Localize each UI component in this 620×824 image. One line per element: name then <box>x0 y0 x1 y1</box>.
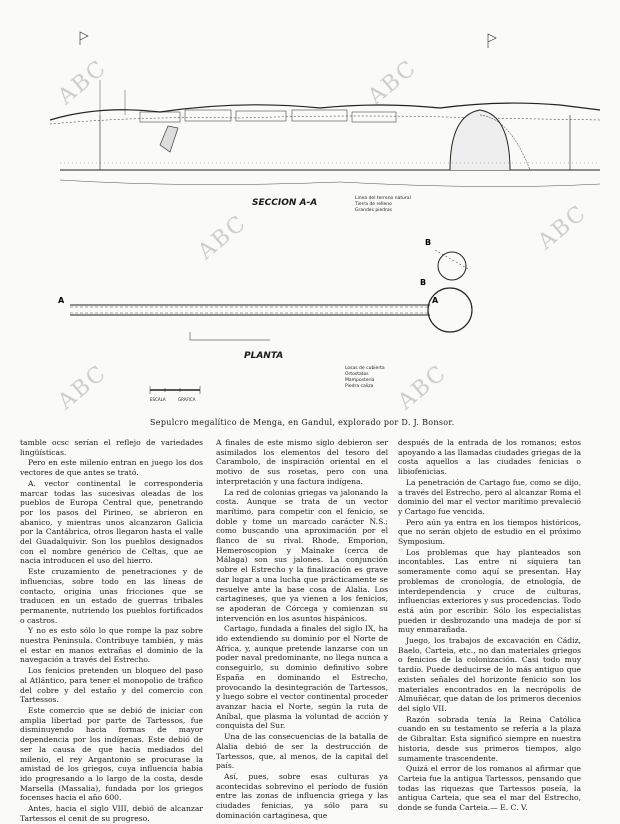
legend-line: Ortostatos <box>345 372 369 377</box>
paragraph: La red de colonias griegas va jalonando la costa. Aunque se trata de un vector marítimo, para competir con el fenicio, se doble y tome un marcado carácter N.S.; como buscando una aproximación por el flanco de su rival. Rhode, Emporion, Hemeroscopion y Mainake (cerca de Málaga) son sus jalones. La conjunción sobre el Estrecho y la finalización es grave dar lugar a una lucha que prácticamente se resuelve ante la base cosa de Alalia. Los cartagineses, que ya vienen a los fenicios, se apoderan de Córcega y comienzan su intervención en los asuntos hispánicos. <box>216 487 388 623</box>
legend-line: Piedra caliza <box>345 384 374 389</box>
section-title: SECCION A-A <box>252 198 318 208</box>
text-column-1 <box>20 438 203 824</box>
paragraph: Este cruzamiento de penetraciones y de influencias, sobre todo en las líneas de contacto, origina unas fricciones que se traducen en un estado de guerras tribales permanente, nutriendo los pueblos fortificados o castros. <box>20 567 203 625</box>
figure-caption: Sepulcro megalítico de Menga, en Gandul, explorado por D. J. Bonsor. <box>150 418 455 427</box>
text-column-2 <box>216 438 388 821</box>
legend-line: Grandes piedras <box>355 208 393 213</box>
marker-b-bottom: B <box>420 278 427 287</box>
paragraph: Los fenicios pretenden un bloqueo del paso al Atlántico, para tener el monopolio de tráfico del cobre y del estaño y del comercio con Tartessos. <box>20 666 203 705</box>
paragraph: tamble ocsc serían el reflejo de variedades lingüísticas. <box>20 438 203 457</box>
marker-b-top: B <box>425 238 432 247</box>
paragraph: Así, pues, sobre esas culturas ya acontecidas sobrevino el período de fusión entre las zonas de influencia griega y las ciudades fenicias, ya sólo para su dominación cartaginesa, que <box>216 771 388 820</box>
paragraph: A finales de este mismo siglo debieron ser asimilados los elementos del tesoro del Carambolo, de inspiración oriental en el motivo de sus rosetas, pero con una interpretación y una factura indígena. <box>216 438 388 486</box>
legend-line: Losas de cubierta <box>345 366 385 371</box>
watermark: ABC <box>193 210 252 265</box>
watermark: ABC <box>53 55 112 110</box>
legend-line: Mampostería <box>345 378 375 383</box>
plan-title: PLANTA <box>244 351 284 361</box>
marker-a-right: A <box>432 296 439 305</box>
paragraph: Quizá el error de los romanos al afirmar que Carteia fue la antigua Tartessos, pensando que todas las riquezas que Tartessos poseía, la antigua Carteia, que sea el mar del Estrecho, donde se funda Carteia.— E. C. V. <box>398 764 581 813</box>
legend-line: Tierra de relleno <box>355 202 392 207</box>
plan-drawing <box>70 250 472 394</box>
section-drawing <box>50 32 600 187</box>
legend-line: Linea del terreno natural <box>355 196 411 201</box>
watermark: ABC <box>533 200 592 255</box>
section-legend <box>355 196 411 214</box>
watermark: ABC <box>363 55 422 110</box>
watermark: ABC <box>53 360 112 415</box>
paragraph: Antes, hacia el siglo VIII, debió de alcanzar Tartessos el cenit de su progreso. <box>20 804 203 823</box>
paragraph: Pero aún ya entra en los tiempos históricos, que no serán objeto de estudio en el próximo Symposium. <box>398 517 581 547</box>
text-column-3 <box>398 438 581 814</box>
paragraph: A. vector continental le corresponderia marcar todas las sucesivas oleadas de los pueblos de Europa Central que, penetrando por los pasos del Pirineo, se abrieron en abanico, y mientras unos alcanzaron Galicia por la Cantábrica, otros llegaron hasta el valle del Guadalquivir. Son los pueblos designados con el nombre genérico de Celtas, que ae nacia introducen el uso del hierro. <box>20 478 203 566</box>
paragraph: Juego, los trabajos de excavación en Cádiz, Baelo, Carteia, etc., no dan materiales griegos o fenicios de la colonización. Casi todo muy tardío. Puede deducirse de lo más antiguo que existen señales del horizonte fenicio son los materiales encontrados en la necrópolis de Almuñécar, que datan de los primeros decenios del siglo VII. <box>398 636 581 713</box>
paragraph: Razón sobrada tenía la Reina Católica cuando en su testamento se refería a la plaza de Gibraltar. Esta significó siempre en nuestra historia, desde sus primeros tiempos, algo sumamente trascendente. <box>398 714 581 763</box>
paragraph: Y no es esto sólo lo que rompe la paz sobre nuestra Peninsula. Contribuye también, y más el estar en manos extrañas el dominio de la navegación a través del Estrecho. <box>20 626 203 665</box>
paragraph: después de la entrada de los romanos; estos apoyando a las llamadas ciudades griegas de la costa aquellos a las ciudades fenicias o libiofenicias. <box>398 438 581 477</box>
paragraph: Este comercio que se debió de iniciar con amplia libertad por parte de Tartessos, fue disminuyendo hacia formas de mayor dependencia por los indígenas. Este debió de ser la causa de que hacia mediados del milenio, el rey Argantonio se procurase la amistad de los griegos, cuya influencia había ido progresando a lo largo de la costa, desde Marsella (Massalia), fundada por los griegos focenses hacia el año 600. <box>20 705 203 803</box>
scale-label: GRAFICA <box>178 397 196 402</box>
paragraph: Cartago, fundada a finales del siglo IX, ha ido extendiendo su dominio por el Norte de Africa, y, aunque pretende lanzarse con un poder naval predominante, no llega nunca a conseguirlo, su dominio definitivo sobre España en dominando el Estrecho, provocando la desintegración de Tartessos, y luego sobre el vector continental proceder avanzar hacia el Norte, según la ruta de Aníbal, que plasma la voluntad de acción y conquista del Sur. <box>216 624 388 731</box>
paragraph: Una de las consecuencias de la batalla de Alalia debió de ser la destrucción de Tartessos, que, al menos, de la capital del país. <box>216 732 388 771</box>
marker-a-left: A <box>58 296 65 305</box>
scale-label: ESCALA <box>150 397 166 402</box>
paragraph: Pero en este milenio entran en juego los dos vectores de que antes se trató. <box>20 458 203 478</box>
plan-legend <box>345 366 385 390</box>
megalithic-tomb-figure <box>40 20 610 430</box>
paragraph: La penetración de Cartago fue, como se dijo, a través del Estrecho, pero al alcanzar Roma el dominio del mar el vector marítimo prevaleció y Cartago fue vencida. <box>398 477 581 516</box>
watermark: ABC <box>393 360 452 415</box>
paragraph: Los problemas que hay planteados son incontables. Las entre ni siquiera tan someramente como aquí se presentan. Hay problemas de cronología, de etnología, de interdependencia y cruce de culturas, influencias exteriores y sus procedencias. Todo está aún por escribir. Sólo los especialistas pueden ir desbrozando una madeja de por sí muy enmarañada. <box>398 547 581 635</box>
